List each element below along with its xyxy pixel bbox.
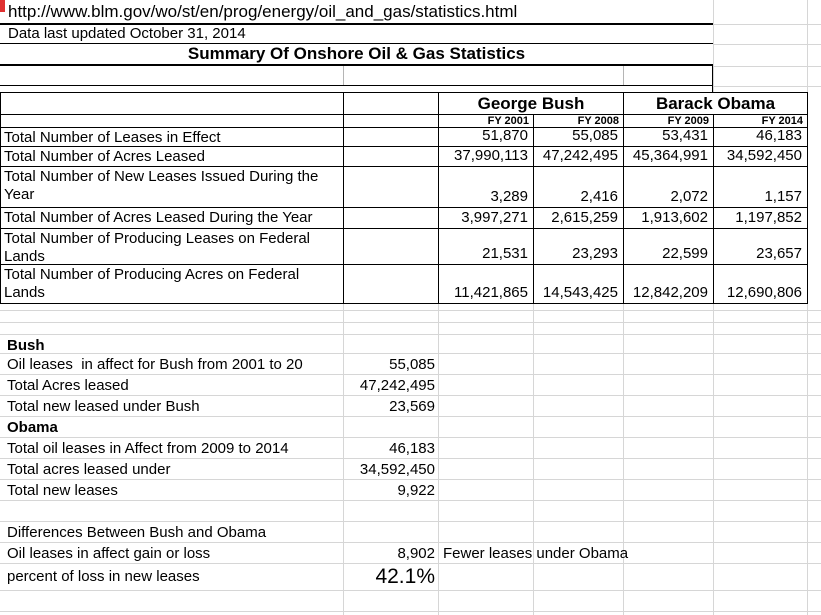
summary-label[interactable]: Oil leases in affect gain or loss (7, 545, 211, 562)
cell-divider (623, 66, 624, 85)
row-label[interactable]: Total Number of Producing Leases on Federal Lands (1, 229, 344, 265)
summary-row (0, 418, 821, 437)
row-label[interactable]: Total Number of Leases in Effect (1, 128, 344, 147)
border-segment (712, 66, 713, 92)
cell-value[interactable]: 53,431 (624, 128, 714, 147)
gridline (0, 542, 821, 543)
cell-value[interactable]: 2,615,259 (534, 208, 624, 229)
summary-row (0, 481, 821, 500)
cell-value[interactable]: 14,543,425 (534, 265, 624, 304)
cell-value[interactable]: 34,592,450 (714, 147, 808, 167)
summary-value[interactable]: 8,902 (397, 545, 435, 562)
summary-row (0, 336, 821, 355)
year-header-fy2008[interactable]: FY 2008 (534, 115, 624, 128)
gridline (0, 500, 821, 501)
summary-value[interactable]: 47,242,495 (359, 377, 435, 394)
cell-blank[interactable] (344, 265, 439, 304)
gridline (713, 24, 821, 25)
row-label[interactable]: Total Number of New Leases Issued During the Year (1, 167, 344, 208)
row-label[interactable]: Total Number of Acres Leased During the Year (1, 208, 344, 229)
year-header-fy2009[interactable]: FY 2009 (624, 115, 714, 128)
cell-value[interactable]: 46,183 (714, 128, 808, 147)
cell-value[interactable]: 51,870 (439, 128, 534, 147)
summary-label[interactable]: Oil leases in affect for Bush from 2001 to 20 (7, 356, 303, 373)
cell-blank[interactable] (344, 128, 439, 147)
gridline (0, 521, 821, 522)
summary-label[interactable]: Total Acres leased (7, 377, 129, 394)
cell-value[interactable]: 1,157 (714, 167, 808, 208)
red-corner-marker (0, 0, 5, 12)
summary-row (0, 439, 821, 458)
cell-value[interactable]: 1,913,602 (624, 208, 714, 229)
cell-value[interactable]: 1,197,852 (714, 208, 808, 229)
differences-section-header[interactable]: Differences Between Bush and Obama (7, 524, 267, 541)
row-label[interactable]: Total Number of Producing Acres on Federal Lands (1, 265, 344, 304)
empty-bordered-row (0, 66, 713, 86)
gridline (0, 479, 821, 480)
gridline (0, 395, 821, 396)
group-header-george-bush[interactable]: George Bush (439, 93, 624, 115)
summary-row (0, 544, 821, 563)
updated-note-cell[interactable]: Data last updated October 31, 2014 (0, 25, 713, 44)
summary-label[interactable]: Total new leases (7, 482, 118, 499)
summary-row (0, 564, 821, 589)
cell-value[interactable]: 3,997,271 (439, 208, 534, 229)
cell-value[interactable]: 45,364,991 (624, 147, 714, 167)
summary-note[interactable]: Fewer leases under Obama (443, 545, 629, 562)
summary-row (0, 376, 821, 395)
summary-value[interactable]: 9,922 (397, 482, 435, 499)
cell-value[interactable]: 23,293 (534, 229, 624, 265)
cell-blank[interactable] (1, 93, 344, 115)
cell-blank[interactable] (344, 167, 439, 208)
cell-value[interactable]: 11,421,865 (439, 265, 534, 304)
cell-blank[interactable] (344, 208, 439, 229)
summary-value[interactable]: 23,569 (389, 398, 435, 415)
cell-blank[interactable] (344, 147, 439, 167)
gridline (713, 86, 821, 87)
cell-value[interactable]: 55,085 (534, 128, 624, 147)
gridline (0, 322, 821, 323)
gridline (0, 458, 821, 459)
gridline (807, 0, 808, 92)
summary-row (0, 460, 821, 479)
bush-section-header[interactable]: Bush (7, 337, 45, 354)
summary-label[interactable]: percent of loss in new leases (7, 568, 200, 585)
summary-value[interactable]: 34,592,450 (359, 461, 435, 478)
summary-row (0, 523, 821, 542)
summary-value[interactable]: 46,183 (389, 440, 435, 457)
sheet-title-cell[interactable]: Summary Of Onshore Oil & Gas Statistics (0, 44, 713, 66)
year-header-fy2001[interactable]: FY 2001 (439, 115, 534, 128)
gridline (0, 611, 821, 612)
cell-value[interactable]: 47,242,495 (534, 147, 624, 167)
gridline (0, 416, 821, 417)
cell-value[interactable]: 21,531 (439, 229, 534, 265)
cell-value[interactable]: 2,416 (534, 167, 624, 208)
stats-table (0, 92, 808, 304)
summary-label[interactable]: Total acres leased under (7, 461, 171, 478)
cell-blank[interactable] (344, 115, 439, 128)
group-header-barack-obama[interactable]: Barack Obama (624, 93, 808, 115)
cell-value[interactable]: 12,842,209 (624, 265, 714, 304)
summary-value[interactable]: 55,085 (389, 356, 435, 373)
obama-section-header[interactable]: Obama (7, 419, 58, 436)
url-cell[interactable]: http://www.blm.gov/wo/st/en/prog/energy/oil_and_gas/statistics.html (0, 0, 713, 25)
cell-value[interactable]: 2,072 (624, 167, 714, 208)
cell-value[interactable]: 23,657 (714, 229, 808, 265)
cell-blank[interactable] (344, 229, 439, 265)
gridline (0, 374, 821, 375)
cell-divider (343, 66, 344, 85)
cell-blank[interactable] (344, 93, 439, 115)
summary-label[interactable]: Total new leased under Bush (7, 398, 200, 415)
cell-value[interactable]: 37,990,113 (439, 147, 534, 167)
gridline (713, 44, 821, 45)
summary-value-percent[interactable]: 42.1% (375, 565, 435, 588)
gridline (0, 437, 821, 438)
gridline (713, 66, 821, 67)
summary-row (0, 355, 821, 374)
summary-label[interactable]: Total oil leases in Affect from 2009 to 2014 (7, 440, 289, 457)
year-header-fy2014[interactable]: FY 2014 (714, 115, 808, 128)
gridline (0, 310, 821, 311)
gridline (713, 0, 714, 92)
gridline (0, 334, 821, 335)
cell-value[interactable]: 3,289 (439, 167, 534, 208)
row-label[interactable]: Total Number of Acres Leased (1, 147, 344, 167)
cell-value[interactable]: 22,599 (624, 229, 714, 265)
cell-value[interactable]: 12,690,806 (714, 265, 808, 304)
gridline (0, 590, 821, 591)
cell-blank[interactable] (1, 115, 344, 128)
summary-row (0, 397, 821, 416)
